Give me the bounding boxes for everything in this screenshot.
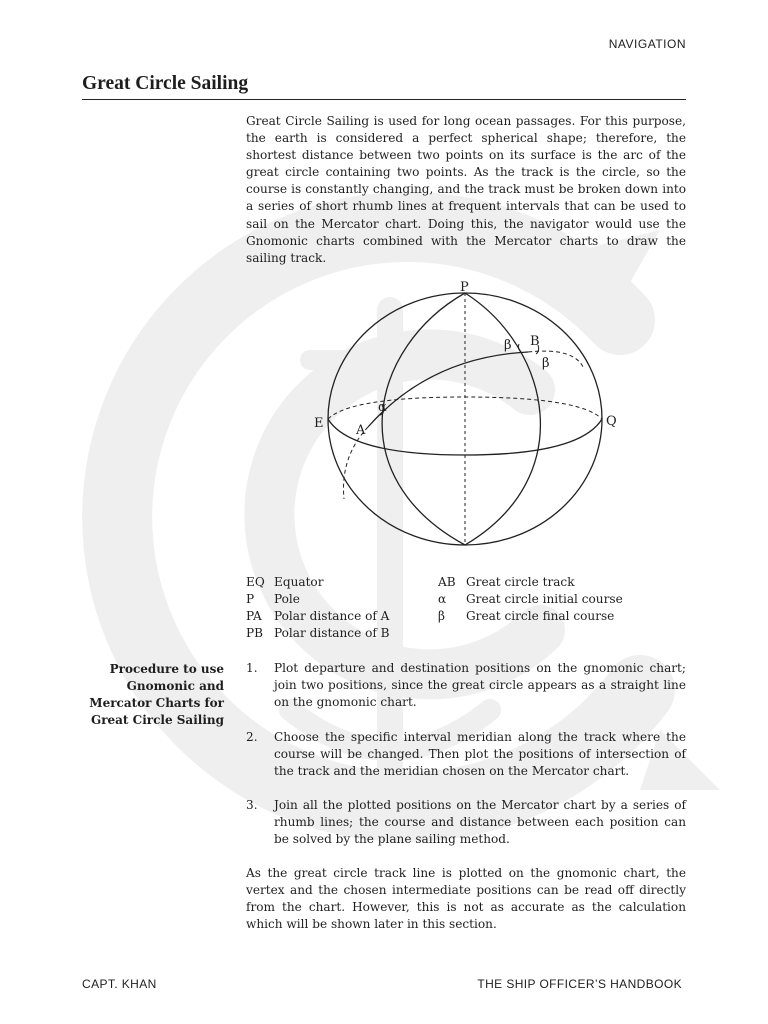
legend-abbr: EQ (246, 575, 265, 589)
legend-abbr: PA (246, 609, 262, 624)
legend-def: Polar distance of B (274, 626, 390, 641)
step-number: 1. (246, 661, 258, 675)
label-beta-right: β (542, 356, 550, 371)
legend-abbr: β (438, 609, 445, 624)
step-text: Join all the plotted positions on the Mercator chart by a series of rhumb lines; the course and distance between each position can be solved by the plane sailing method. (274, 798, 686, 847)
meridian-pa (382, 293, 465, 545)
closing-paragraph: As the great circle track line is plotted on the gnomonic chart, the vertex and the chosen intermediate positions can be read off directly from the chart. However, this is not as accurate as the calculation which will be shown later in this section. (246, 866, 686, 932)
procedure-step (246, 797, 686, 848)
label-p: P (460, 280, 469, 295)
intro-paragraph: Great Circle Sailing is used for long ocean passages. For this purpose, the earth is considered a perfect spherical shape; therefore, the shortest distance between two points on its surface is the arc of the great circle containing two points. As the track is the circle, so the course is constantly changing, and the track must be broken down into a series of short rhumb lines at frequent intervals that can be used to sail on the Mercator chart. Doing this, the navigator would use the Gnomonic charts combined with the Mercator charts to draw the sailing track. (246, 114, 686, 265)
procedure-step (246, 660, 686, 711)
step-text: Choose the specific interval meridian along the track where the course will be changed. Then plot the positions of intersection of the track and the meridian chosen on the Mercator chart. (274, 730, 686, 779)
label-q: Q (606, 414, 617, 429)
track-ab (368, 352, 528, 427)
legend-def: Great circle initial course (466, 592, 623, 607)
beta1-arc (518, 344, 522, 353)
legend-abbr: P (246, 592, 255, 607)
procedure-heading-line: Gnomonic and (126, 679, 224, 694)
legend-row (246, 608, 686, 625)
legend-abbr: α (438, 592, 447, 607)
legend-def: Pole (274, 592, 300, 607)
legend-row (246, 574, 686, 591)
diagram-legend (246, 574, 686, 642)
page-title: Great Circle Sailing (82, 73, 249, 94)
procedure-heading-line: Great Circle Sailing (90, 713, 224, 728)
legend-def: Great circle track (466, 575, 575, 589)
label-e: E (314, 416, 324, 431)
label-beta-left: β (504, 338, 512, 353)
legend-def: Equator (274, 575, 324, 589)
legend-def: Polar distance of A (274, 609, 390, 624)
procedure-heading (54, 661, 224, 729)
step-number: 2. (246, 730, 258, 744)
label-b: B (530, 334, 540, 349)
legend-row (246, 625, 686, 642)
running-header: NAVIGATION (608, 37, 686, 51)
step-number: 3. (246, 798, 258, 812)
legend-def: Great circle final course (466, 609, 615, 624)
footer-book-title: THE SHIP OFFICER’S HANDBOOK (477, 977, 682, 991)
procedure-heading-line: Mercator Charts for (89, 696, 224, 711)
legend-abbr: AB (438, 575, 456, 589)
label-a: A (356, 423, 366, 438)
legend-row (246, 591, 686, 608)
title-divider (82, 99, 686, 100)
great-circle-diagram (300, 277, 630, 572)
legend-abbr: PB (246, 626, 264, 641)
footer-author: CAPT. KHAN (82, 977, 157, 991)
procedure-heading-line: Procedure to use (109, 662, 224, 676)
label-alpha: α (378, 400, 387, 415)
meridian-pb (465, 293, 540, 545)
step-text: Plot departure and destination positions on the gnomonic chart; join two positions, since the great circle appears as a straight line on the gnomonic chart. (274, 661, 686, 710)
procedure-step (246, 729, 686, 780)
